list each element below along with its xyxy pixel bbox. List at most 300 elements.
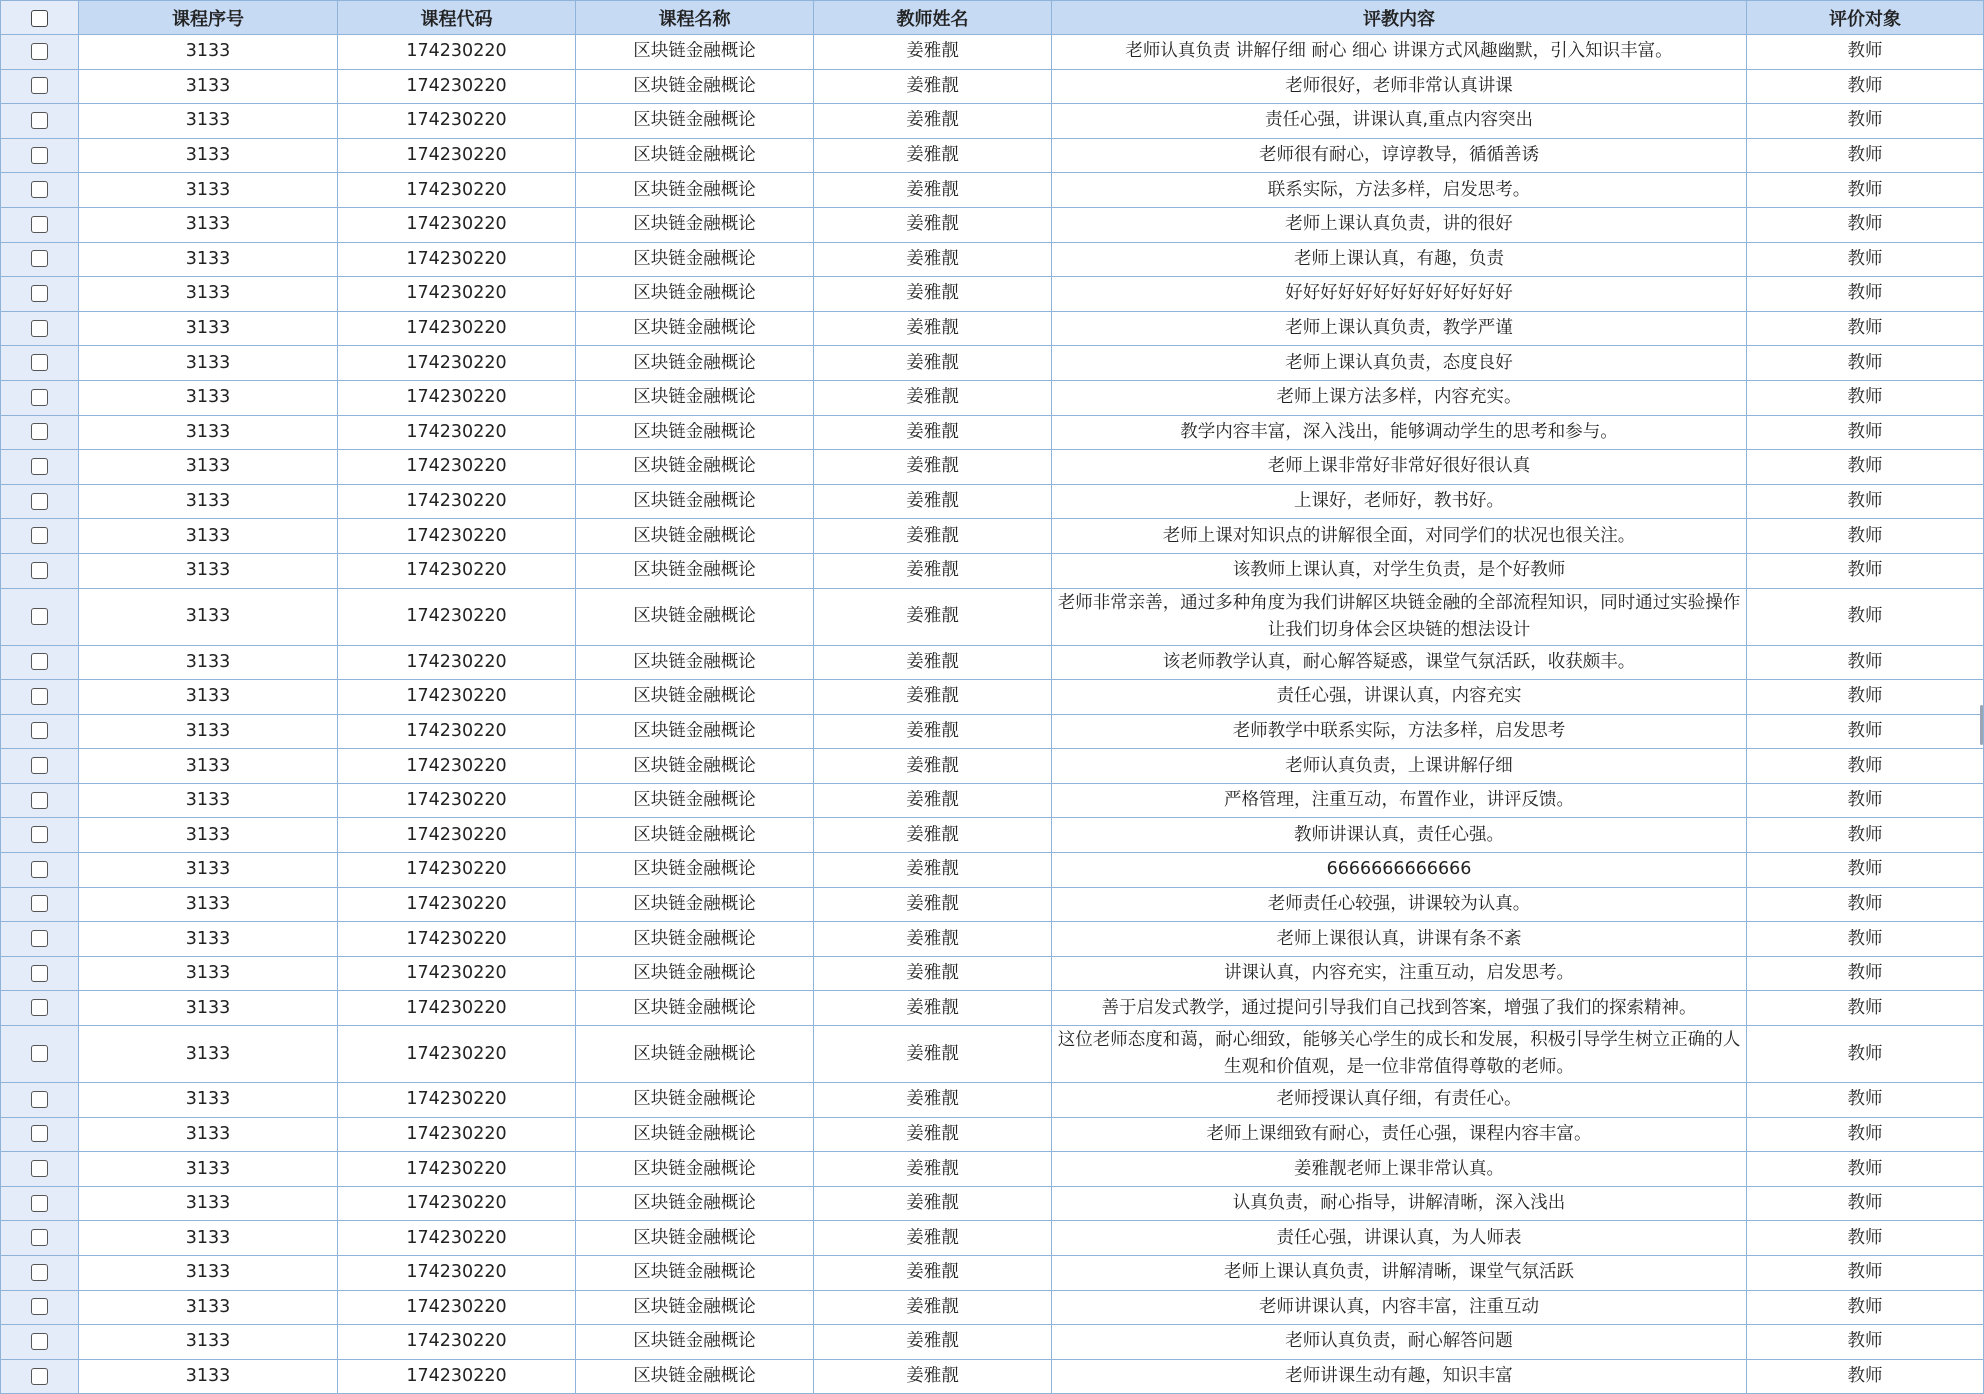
course-index-cell: 3133 — [79, 104, 338, 139]
row-select-cell[interactable] — [1, 450, 79, 485]
course-index-cell: 3133 — [79, 645, 338, 680]
row-select-cell[interactable] — [1, 69, 79, 104]
table-row[interactable] — [1, 1117, 1984, 1152]
row-select-cell[interactable] — [1, 1026, 79, 1083]
evaluation-content-cell: 认真负责，耐心指导，讲解清晰，深入浅出 — [1052, 1186, 1747, 1221]
course-index-cell: 3133 — [79, 1026, 338, 1083]
row-select-cell[interactable] — [1, 380, 79, 415]
course-name-cell: 区块链金融概论 — [576, 853, 814, 888]
evaluation-content-cell: 老师上课细致有耐心，责任心强，课程内容丰富。 — [1052, 1117, 1747, 1152]
row-select-cell[interactable] — [1, 277, 79, 312]
row-checkbox[interactable] — [31, 1264, 48, 1281]
course-index-cell: 3133 — [79, 35, 338, 70]
column-header-evaluation-content[interactable]: 评教内容 — [1052, 1, 1747, 35]
teacher-name-cell: 姜雅靓 — [814, 1221, 1052, 1256]
evaluation-target-cell: 教师 — [1747, 450, 1984, 485]
course-index-cell: 3133 — [79, 311, 338, 346]
teacher-name-cell: 姜雅靓 — [814, 104, 1052, 139]
course-code-cell: 174230220 — [338, 242, 576, 277]
course-name-cell: 区块链金融概论 — [576, 783, 814, 818]
evaluation-content-cell: 老师教学中联系实际，方法多样，启发思考 — [1052, 714, 1747, 749]
evaluation-content-cell: 责任心强，讲课认真，为人师表 — [1052, 1221, 1747, 1256]
course-name-cell: 区块链金融概论 — [576, 415, 814, 450]
table-row[interactable] — [1, 450, 1984, 485]
row-select-cell[interactable] — [1, 104, 79, 139]
row-select-cell[interactable] — [1, 35, 79, 70]
row-checkbox[interactable] — [31, 147, 48, 164]
course-code-cell: 174230220 — [338, 1117, 576, 1152]
table-row[interactable] — [1, 887, 1984, 922]
course-name-cell: 区块链金融概论 — [576, 922, 814, 957]
course-index-cell: 3133 — [79, 1325, 338, 1360]
row-select-cell[interactable] — [1, 680, 79, 715]
row-checkbox[interactable] — [31, 216, 48, 233]
teacher-name-cell: 姜雅靓 — [814, 1117, 1052, 1152]
select-all-checkbox[interactable] — [31, 10, 48, 27]
course-index-cell: 3133 — [79, 680, 338, 715]
course-code-cell: 174230220 — [338, 1221, 576, 1256]
course-name-cell: 区块链金融概论 — [576, 138, 814, 173]
table-row[interactable] — [1, 1026, 1984, 1083]
row-select-cell[interactable] — [1, 749, 79, 784]
course-name-cell: 区块链金融概论 — [576, 1359, 814, 1394]
course-name-cell: 区块链金融概论 — [576, 1026, 814, 1083]
course-index-cell: 3133 — [79, 1186, 338, 1221]
course-code-cell: 174230220 — [338, 380, 576, 415]
course-code-cell: 174230220 — [338, 277, 576, 312]
row-checkbox[interactable] — [31, 43, 48, 60]
course-index-cell: 3133 — [79, 749, 338, 784]
row-checkbox[interactable] — [31, 1298, 48, 1315]
row-select-cell[interactable] — [1, 588, 79, 645]
course-name-cell: 区块链金融概论 — [576, 277, 814, 312]
course-index-cell: 3133 — [79, 242, 338, 277]
course-index-cell: 3133 — [79, 173, 338, 208]
teacher-name-cell: 姜雅靓 — [814, 783, 1052, 818]
evaluation-target-cell: 教师 — [1747, 173, 1984, 208]
evaluation-target-cell: 教师 — [1747, 415, 1984, 450]
row-checkbox[interactable] — [31, 895, 48, 912]
evaluation-target-cell: 教师 — [1747, 138, 1984, 173]
course-name-cell: 区块链金融概论 — [576, 645, 814, 680]
column-header-course-code[interactable]: 课程代码 — [338, 1, 576, 35]
row-select-cell[interactable] — [1, 991, 79, 1026]
table-row[interactable] — [1, 173, 1984, 208]
course-index-cell: 3133 — [79, 783, 338, 818]
course-code-cell: 174230220 — [338, 207, 576, 242]
evaluation-content-cell: 这位老师态度和蔼，耐心细致，能够关心学生的成长和发展，积极引导学生树立正确的人生观和价值观，是一位非常值得尊敬的老师。 — [1052, 1026, 1747, 1083]
course-index-cell: 3133 — [79, 853, 338, 888]
row-select-cell[interactable] — [1, 645, 79, 680]
evaluation-target-cell: 教师 — [1747, 346, 1984, 381]
evaluation-target-cell: 教师 — [1747, 1290, 1984, 1325]
course-index-cell: 3133 — [79, 69, 338, 104]
row-select-cell[interactable] — [1, 1221, 79, 1256]
table-row[interactable] — [1, 277, 1984, 312]
table-row[interactable] — [1, 1359, 1984, 1394]
row-select-cell[interactable] — [1, 1083, 79, 1118]
teacher-name-cell: 姜雅靓 — [814, 1152, 1052, 1187]
row-checkbox[interactable] — [31, 1195, 48, 1212]
column-header-evaluation-target[interactable]: 评价对象 — [1747, 1, 1984, 35]
table-row[interactable] — [1, 519, 1984, 554]
table-row[interactable] — [1, 484, 1984, 519]
course-code-cell: 174230220 — [338, 69, 576, 104]
table-row[interactable] — [1, 853, 1984, 888]
row-checkbox[interactable] — [31, 77, 48, 94]
row-checkbox[interactable] — [31, 181, 48, 198]
evaluation-target-cell: 教师 — [1747, 35, 1984, 70]
course-code-cell: 174230220 — [338, 680, 576, 715]
course-code-cell: 174230220 — [338, 1152, 576, 1187]
table-row[interactable] — [1, 35, 1984, 70]
row-select-cell[interactable] — [1, 207, 79, 242]
row-select-cell[interactable] — [1, 1290, 79, 1325]
row-checkbox[interactable] — [31, 653, 48, 670]
course-name-cell: 区块链金融概论 — [576, 991, 814, 1026]
course-code-cell: 174230220 — [338, 450, 576, 485]
table-row[interactable] — [1, 922, 1984, 957]
evaluation-content-cell: 责任心强，讲课认真,重点内容突出 — [1052, 104, 1747, 139]
row-select-cell[interactable] — [1, 1359, 79, 1394]
course-code-cell: 174230220 — [338, 346, 576, 381]
course-name-cell: 区块链金融概论 — [576, 1083, 814, 1118]
row-select-cell[interactable] — [1, 887, 79, 922]
row-select-cell[interactable] — [1, 553, 79, 588]
row-checkbox[interactable] — [31, 861, 48, 878]
teacher-name-cell: 姜雅靓 — [814, 69, 1052, 104]
row-checkbox[interactable] — [31, 1368, 48, 1385]
course-name-cell: 区块链金融概论 — [576, 749, 814, 784]
course-index-cell: 3133 — [79, 1152, 338, 1187]
evaluation-target-cell: 教师 — [1747, 311, 1984, 346]
row-checkbox[interactable] — [31, 608, 48, 625]
course-name-cell: 区块链金融概论 — [576, 346, 814, 381]
evaluation-target-cell: 教师 — [1747, 991, 1984, 1026]
course-name-cell: 区块链金融概论 — [576, 207, 814, 242]
course-code-cell: 174230220 — [338, 749, 576, 784]
row-select-cell[interactable] — [1, 714, 79, 749]
table-row[interactable] — [1, 645, 1984, 680]
course-index-cell: 3133 — [79, 484, 338, 519]
evaluation-content-cell: 老师讲课生动有趣，知识丰富 — [1052, 1359, 1747, 1394]
row-select-cell[interactable] — [1, 956, 79, 991]
row-select-cell[interactable] — [1, 853, 79, 888]
table-row[interactable] — [1, 1152, 1984, 1187]
course-code-cell: 174230220 — [338, 104, 576, 139]
course-index-cell: 3133 — [79, 1359, 338, 1394]
row-checkbox[interactable] — [31, 1045, 48, 1062]
row-select-cell[interactable] — [1, 1186, 79, 1221]
evaluation-target-cell: 教师 — [1747, 207, 1984, 242]
row-checkbox[interactable] — [31, 1125, 48, 1142]
teacher-name-cell: 姜雅靓 — [814, 1186, 1052, 1221]
teacher-name-cell: 姜雅靓 — [814, 1256, 1052, 1291]
course-index-cell: 3133 — [79, 415, 338, 450]
course-code-cell: 174230220 — [338, 519, 576, 554]
evaluation-content-cell: 讲课认真，内容充实，注重互动，启发思考。 — [1052, 956, 1747, 991]
table-row[interactable] — [1, 588, 1984, 645]
course-name-cell: 区块链金融概论 — [576, 35, 814, 70]
course-code-cell: 174230220 — [338, 415, 576, 450]
evaluation-content-cell: 老师认真负责，耐心解答问题 — [1052, 1325, 1747, 1360]
course-code-cell: 174230220 — [338, 714, 576, 749]
course-index-cell: 3133 — [79, 588, 338, 645]
row-select-cell[interactable] — [1, 818, 79, 853]
table-row[interactable] — [1, 415, 1984, 450]
evaluation-content-cell: 老师责任心较强，讲课较为认真。 — [1052, 887, 1747, 922]
evaluation-target-cell: 教师 — [1747, 818, 1984, 853]
course-index-cell: 3133 — [79, 991, 338, 1026]
evaluation-content-cell: 老师上课认真负责，讲的很好 — [1052, 207, 1747, 242]
row-select-cell[interactable] — [1, 346, 79, 381]
evaluation-target-cell: 教师 — [1747, 104, 1984, 139]
evaluation-target-cell: 教师 — [1747, 553, 1984, 588]
teacher-name-cell: 姜雅靓 — [814, 749, 1052, 784]
course-code-cell: 174230220 — [338, 887, 576, 922]
course-index-cell: 3133 — [79, 1256, 338, 1291]
evaluation-content-cell: 老师上课认真负责，教学严谨 — [1052, 311, 1747, 346]
course-index-cell: 3133 — [79, 207, 338, 242]
table-row[interactable] — [1, 749, 1984, 784]
row-checkbox[interactable] — [31, 1333, 48, 1350]
evaluation-target-cell: 教师 — [1747, 1256, 1984, 1291]
course-name-cell: 区块链金融概论 — [576, 588, 814, 645]
evaluation-content-cell: 严格管理，注重互动，布置作业，讲评反馈。 — [1052, 783, 1747, 818]
evaluation-target-cell: 教师 — [1747, 783, 1984, 818]
teacher-name-cell: 姜雅靓 — [814, 1325, 1052, 1360]
teacher-name-cell: 姜雅靓 — [814, 138, 1052, 173]
row-checkbox[interactable] — [31, 458, 48, 475]
evaluation-content-cell: 善于启发式教学，通过提问引导我们自己找到答案，增强了我们的探索精神。 — [1052, 991, 1747, 1026]
evaluation-content-cell: 老师非常亲善，通过多种角度为我们讲解区块链金融的全部流程知识，同时通过实验操作让我们切身体会区块链的想法设计 — [1052, 588, 1747, 645]
teacher-name-cell: 姜雅靓 — [814, 853, 1052, 888]
evaluation-target-cell: 教师 — [1747, 922, 1984, 957]
course-code-cell: 174230220 — [338, 1325, 576, 1360]
evaluation-content-cell: 老师上课很认真，讲课有条不紊 — [1052, 922, 1747, 957]
course-name-cell: 区块链金融概论 — [576, 680, 814, 715]
table-row[interactable] — [1, 783, 1984, 818]
evaluation-content-cell: 老师上课方法多样，内容充实。 — [1052, 380, 1747, 415]
evaluation-target-cell: 教师 — [1747, 519, 1984, 554]
evaluation-target-cell: 教师 — [1747, 380, 1984, 415]
evaluation-content-cell: 老师授课认真仔细，有责任心。 — [1052, 1083, 1747, 1118]
evaluation-target-cell: 教师 — [1747, 277, 1984, 312]
column-header-course-index[interactable]: 课程序号 — [79, 1, 338, 35]
course-code-cell: 174230220 — [338, 35, 576, 70]
row-checkbox[interactable] — [31, 1229, 48, 1246]
course-code-cell: 174230220 — [338, 1083, 576, 1118]
row-select-cell[interactable] — [1, 922, 79, 957]
evaluation-target-cell: 教师 — [1747, 484, 1984, 519]
row-checkbox[interactable] — [31, 562, 48, 579]
table-row[interactable] — [1, 1290, 1984, 1325]
course-code-cell: 174230220 — [338, 922, 576, 957]
teacher-name-cell: 姜雅靓 — [814, 887, 1052, 922]
evaluation-content-cell: 老师上课非常好非常好很好很认真 — [1052, 450, 1747, 485]
table-row[interactable] — [1, 714, 1984, 749]
course-code-cell: 174230220 — [338, 783, 576, 818]
course-code-cell: 174230220 — [338, 311, 576, 346]
table-row[interactable] — [1, 104, 1984, 139]
evaluation-target-cell: 教师 — [1747, 1083, 1984, 1118]
course-index-cell: 3133 — [79, 138, 338, 173]
row-checkbox[interactable] — [31, 112, 48, 129]
evaluation-target-cell: 教师 — [1747, 680, 1984, 715]
table-row[interactable] — [1, 1221, 1984, 1256]
evaluation-content-cell: 老师很有耐心，谆谆教导，循循善诱 — [1052, 138, 1747, 173]
table-row[interactable] — [1, 1186, 1984, 1221]
course-index-cell: 3133 — [79, 922, 338, 957]
table-row[interactable] — [1, 553, 1984, 588]
course-code-cell: 174230220 — [338, 956, 576, 991]
row-checkbox[interactable] — [31, 792, 48, 809]
table-row[interactable] — [1, 1256, 1984, 1291]
course-index-cell: 3133 — [79, 1290, 338, 1325]
course-name-cell: 区块链金融概论 — [576, 887, 814, 922]
teacher-name-cell: 姜雅靓 — [814, 415, 1052, 450]
course-code-cell: 174230220 — [338, 138, 576, 173]
teacher-name-cell: 姜雅靓 — [814, 1026, 1052, 1083]
teacher-name-cell: 姜雅靓 — [814, 346, 1052, 381]
table-row[interactable] — [1, 680, 1984, 715]
course-name-cell: 区块链金融概论 — [576, 1186, 814, 1221]
row-select-cell[interactable] — [1, 1256, 79, 1291]
evaluation-content-cell: 老师上课认真负责，态度良好 — [1052, 346, 1747, 381]
evaluation-content-cell: 教师讲课认真，责任心强。 — [1052, 818, 1747, 853]
table-row[interactable] — [1, 138, 1984, 173]
select-all-header[interactable] — [1, 1, 79, 35]
row-checkbox[interactable] — [31, 493, 48, 510]
row-checkbox[interactable] — [31, 999, 48, 1016]
row-checkbox[interactable] — [31, 1091, 48, 1108]
course-code-cell: 174230220 — [338, 1256, 576, 1291]
teacher-name-cell: 姜雅靓 — [814, 991, 1052, 1026]
course-index-cell: 3133 — [79, 714, 338, 749]
course-name-cell: 区块链金融概论 — [576, 1290, 814, 1325]
row-select-cell[interactable] — [1, 242, 79, 277]
table-row[interactable] — [1, 207, 1984, 242]
row-checkbox[interactable] — [31, 423, 48, 440]
evaluation-target-cell: 教师 — [1747, 588, 1984, 645]
table-row[interactable] — [1, 242, 1984, 277]
course-index-cell: 3133 — [79, 553, 338, 588]
evaluation-content-cell: 老师认真负责，上课讲解仔细 — [1052, 749, 1747, 784]
course-code-cell: 174230220 — [338, 484, 576, 519]
teacher-name-cell: 姜雅靓 — [814, 553, 1052, 588]
row-select-cell[interactable] — [1, 173, 79, 208]
evaluation-target-cell: 教师 — [1747, 1186, 1984, 1221]
row-select-cell[interactable] — [1, 1117, 79, 1152]
evaluation-content-cell: 教学内容丰富，深入浅出，能够调动学生的思考和参与。 — [1052, 415, 1747, 450]
course-index-cell: 3133 — [79, 450, 338, 485]
course-name-cell: 区块链金融概论 — [576, 1152, 814, 1187]
evaluation-content-cell: 老师很好，老师非常认真讲课 — [1052, 69, 1747, 104]
evaluation-target-cell: 教师 — [1747, 1325, 1984, 1360]
evaluation-target-cell: 教师 — [1747, 853, 1984, 888]
table-body — [1, 35, 1984, 1394]
row-select-cell[interactable] — [1, 1325, 79, 1360]
teacher-name-cell: 姜雅靓 — [814, 956, 1052, 991]
teacher-name-cell: 姜雅靓 — [814, 311, 1052, 346]
row-select-cell[interactable] — [1, 519, 79, 554]
table-row[interactable] — [1, 1083, 1984, 1118]
column-header-course-name[interactable]: 课程名称 — [576, 1, 814, 35]
course-name-cell: 区块链金融概论 — [576, 484, 814, 519]
evaluation-content-cell: 老师讲课认真，内容丰富，注重互动 — [1052, 1290, 1747, 1325]
course-name-cell: 区块链金融概论 — [576, 553, 814, 588]
evaluation-content-cell: 好好好好好好好好好好好好好 — [1052, 277, 1747, 312]
row-checkbox[interactable] — [31, 965, 48, 982]
row-checkbox[interactable] — [31, 285, 48, 302]
table-row[interactable] — [1, 818, 1984, 853]
teacher-name-cell: 姜雅靓 — [814, 1290, 1052, 1325]
row-checkbox[interactable] — [31, 826, 48, 843]
evaluation-content-cell: 该老师教学认真，耐心解答疑惑，课堂气氛活跃，收获颇丰。 — [1052, 645, 1747, 680]
course-name-cell: 区块链金融概论 — [576, 242, 814, 277]
teacher-name-cell: 姜雅靓 — [814, 484, 1052, 519]
row-checkbox[interactable] — [31, 1160, 48, 1177]
row-select-cell[interactable] — [1, 484, 79, 519]
row-checkbox[interactable] — [31, 930, 48, 947]
table-row[interactable] — [1, 69, 1984, 104]
course-code-cell: 174230220 — [338, 991, 576, 1026]
row-checkbox[interactable] — [31, 354, 48, 371]
evaluation-content-cell: 责任心强，讲课认真，内容充实 — [1052, 680, 1747, 715]
course-index-cell: 3133 — [79, 380, 338, 415]
column-header-teacher-name[interactable]: 教师姓名 — [814, 1, 1052, 35]
table-row[interactable] — [1, 1325, 1984, 1360]
evaluation-target-cell: 教师 — [1747, 1359, 1984, 1394]
row-select-cell[interactable] — [1, 1152, 79, 1187]
evaluation-target-cell: 教师 — [1747, 1152, 1984, 1187]
evaluation-content-cell: 上课好，老师好，教书好。 — [1052, 484, 1747, 519]
course-index-cell: 3133 — [79, 1117, 338, 1152]
course-name-cell: 区块链金融概论 — [576, 818, 814, 853]
row-checkbox[interactable] — [31, 757, 48, 774]
table-row[interactable] — [1, 956, 1984, 991]
row-checkbox[interactable] — [31, 688, 48, 705]
row-select-cell[interactable] — [1, 415, 79, 450]
row-checkbox[interactable] — [31, 722, 48, 739]
course-name-cell: 区块链金融概论 — [576, 311, 814, 346]
row-checkbox[interactable] — [31, 320, 48, 337]
course-code-cell: 174230220 — [338, 1026, 576, 1083]
row-checkbox[interactable] — [31, 389, 48, 406]
table-row[interactable] — [1, 991, 1984, 1026]
row-select-cell[interactable] — [1, 783, 79, 818]
evaluation-target-cell: 教师 — [1747, 1026, 1984, 1083]
course-code-cell: 174230220 — [338, 553, 576, 588]
table-row[interactable] — [1, 311, 1984, 346]
evaluation-target-cell: 教师 — [1747, 242, 1984, 277]
row-select-cell[interactable] — [1, 311, 79, 346]
evaluation-content-cell: 联系实际，方法多样，启发思考。 — [1052, 173, 1747, 208]
teacher-name-cell: 姜雅靓 — [814, 277, 1052, 312]
evaluation-target-cell: 教师 — [1747, 956, 1984, 991]
course-code-cell: 174230220 — [338, 173, 576, 208]
table-row[interactable] — [1, 346, 1984, 381]
row-checkbox[interactable] — [31, 250, 48, 267]
row-select-cell[interactable] — [1, 138, 79, 173]
evaluation-content-cell: 姜雅靓老师上课非常认真。 — [1052, 1152, 1747, 1187]
row-checkbox[interactable] — [31, 527, 48, 544]
course-code-cell: 174230220 — [338, 1186, 576, 1221]
course-code-cell: 174230220 — [338, 1359, 576, 1394]
course-name-cell: 区块链金融概论 — [576, 1221, 814, 1256]
evaluation-content-cell: 老师认真负责 讲解仔细 耐心 细心 讲课方式风趣幽默，引入知识丰富。 — [1052, 35, 1747, 70]
table-row[interactable] — [1, 380, 1984, 415]
